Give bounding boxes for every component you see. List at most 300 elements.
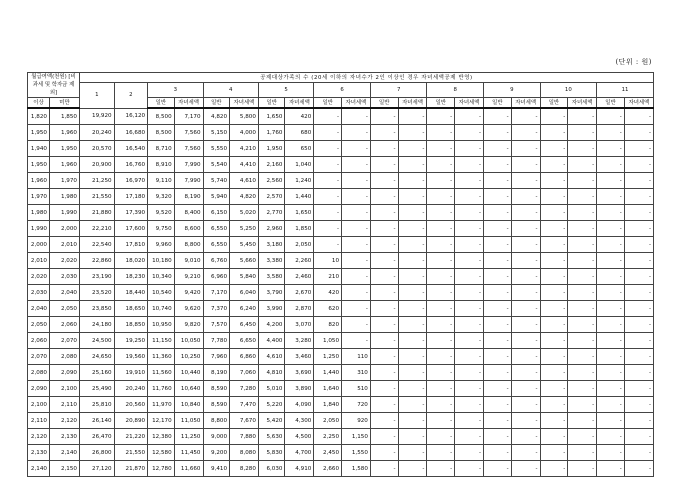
table-row bbox=[28, 365, 654, 381]
tax-amount-cell: - bbox=[484, 413, 512, 429]
tax-amount-cell: 23,520 bbox=[79, 285, 114, 301]
tax-amount-cell: 3,380 bbox=[258, 253, 285, 269]
tax-amount-cell: - bbox=[624, 397, 653, 413]
income-bound-cell: 2,130 bbox=[49, 429, 79, 445]
tax-amount-cell: 420 bbox=[285, 108, 314, 125]
tax-amount-cell: 6,550 bbox=[203, 221, 230, 237]
tax-amount-cell: - bbox=[455, 349, 484, 365]
tax-amount-cell: 4,910 bbox=[285, 461, 314, 477]
tax-amount-cell: 5,740 bbox=[203, 173, 230, 189]
tax-amount-cell: 7,990 bbox=[174, 157, 203, 173]
tax-amount-cell: - bbox=[540, 237, 568, 253]
tax-amount-cell: 11,560 bbox=[148, 365, 175, 381]
tax-amount-cell: - bbox=[398, 445, 427, 461]
table-row bbox=[28, 125, 654, 141]
income-bound-cell: 1,940 bbox=[28, 141, 50, 157]
general-header: 일반 bbox=[427, 98, 455, 109]
tax-amount-cell: - bbox=[511, 157, 540, 173]
tax-amount-cell: 8,500 bbox=[148, 108, 175, 125]
income-bound-cell: 2,060 bbox=[49, 317, 79, 333]
tax-amount-cell: 4,820 bbox=[230, 189, 259, 205]
tax-amount-cell: - bbox=[540, 157, 568, 173]
income-bound-cell: 1,960 bbox=[28, 173, 50, 189]
tax-amount-cell: - bbox=[511, 461, 540, 477]
table-row bbox=[28, 445, 654, 461]
tax-amount-cell: - bbox=[597, 108, 625, 125]
tax-amount-cell: 7,280 bbox=[230, 381, 259, 397]
tax-amount-cell: 4,400 bbox=[258, 333, 285, 349]
family-count-9-header: 9 bbox=[484, 83, 541, 98]
tax-amount-cell: 1,050 bbox=[314, 333, 342, 349]
tax-amount-cell: - bbox=[370, 285, 398, 301]
tax-amount-cell: - bbox=[484, 173, 512, 189]
tax-amount-cell: 920 bbox=[342, 413, 371, 429]
tax-amount-cell: 6,550 bbox=[203, 237, 230, 253]
tax-amount-cell: - bbox=[455, 285, 484, 301]
tax-amount-cell: - bbox=[568, 365, 597, 381]
tax-amount-cell: 3,790 bbox=[258, 285, 285, 301]
tax-amount-cell: - bbox=[484, 397, 512, 413]
tax-amount-cell: - bbox=[540, 317, 568, 333]
tax-amount-cell: 6,450 bbox=[230, 317, 259, 333]
tax-amount-cell: - bbox=[398, 269, 427, 285]
tax-amount-cell: 420 bbox=[314, 285, 342, 301]
tax-amount-cell: 7,570 bbox=[203, 317, 230, 333]
tax-amount-cell: - bbox=[511, 269, 540, 285]
children-header: 자녀세액 bbox=[455, 98, 484, 109]
tax-amount-cell: - bbox=[484, 349, 512, 365]
tax-amount-cell: 9,520 bbox=[148, 205, 175, 221]
tax-amount-cell: - bbox=[624, 221, 653, 237]
tax-amount-cell: - bbox=[511, 173, 540, 189]
tax-amount-cell: 8,590 bbox=[203, 397, 230, 413]
income-bound-cell: 2,020 bbox=[49, 253, 79, 269]
children-header: 자녀세액 bbox=[230, 98, 259, 109]
tax-amount-cell: 24,180 bbox=[79, 317, 114, 333]
tax-amount-cell: - bbox=[370, 125, 398, 141]
tax-amount-cell: - bbox=[342, 173, 371, 189]
tax-amount-cell: 25,810 bbox=[79, 397, 114, 413]
tax-amount-cell: - bbox=[484, 461, 512, 477]
tax-table-container bbox=[27, 72, 654, 477]
tax-amount-cell: 5,420 bbox=[258, 413, 285, 429]
tax-amount-cell: - bbox=[455, 108, 484, 125]
family-count-5-header: 5 bbox=[258, 83, 313, 98]
tax-amount-cell: 11,760 bbox=[148, 381, 175, 397]
tax-amount-cell: - bbox=[455, 301, 484, 317]
tax-amount-cell: 10,250 bbox=[174, 349, 203, 365]
tax-amount-cell: 20,890 bbox=[114, 413, 147, 429]
tax-amount-cell: 5,840 bbox=[230, 269, 259, 285]
table-row bbox=[28, 429, 654, 445]
tax-amount-cell: - bbox=[455, 413, 484, 429]
tax-amount-cell: 4,610 bbox=[230, 173, 259, 189]
tax-amount-cell: - bbox=[511, 317, 540, 333]
income-bound-cell: 2,120 bbox=[28, 429, 50, 445]
tax-amount-cell: - bbox=[455, 157, 484, 173]
tax-amount-cell: - bbox=[540, 108, 568, 125]
general-header: 일반 bbox=[484, 98, 512, 109]
tax-amount-cell: - bbox=[484, 189, 512, 205]
tax-amount-cell: - bbox=[370, 269, 398, 285]
tax-amount-cell: 8,910 bbox=[148, 157, 175, 173]
tax-amount-cell: - bbox=[342, 269, 371, 285]
tax-amount-cell: - bbox=[568, 253, 597, 269]
income-bound-cell: 1,950 bbox=[28, 125, 50, 141]
tax-amount-cell: - bbox=[511, 365, 540, 381]
tax-amount-cell: 11,970 bbox=[148, 397, 175, 413]
tax-amount-cell: 9,200 bbox=[203, 445, 230, 461]
tax-amount-cell: - bbox=[427, 365, 455, 381]
tax-amount-cell: - bbox=[342, 333, 371, 349]
table-row bbox=[28, 301, 654, 317]
tax-amount-cell: - bbox=[370, 221, 398, 237]
tax-amount-cell: - bbox=[597, 429, 625, 445]
family-count-group-header: 공제대상가족의 수 (20세 이하의 자녀수가 2인 이상인 경우 자녀세액공제 반영) bbox=[79, 73, 653, 83]
tax-amount-cell: - bbox=[314, 237, 342, 253]
tax-amount-cell: - bbox=[624, 253, 653, 269]
tax-amount-cell: 23,190 bbox=[79, 269, 114, 285]
tax-amount-cell: - bbox=[511, 333, 540, 349]
tax-amount-cell: 16,540 bbox=[114, 141, 147, 157]
tax-amount-cell: - bbox=[370, 333, 398, 349]
tax-amount-cell: 10,440 bbox=[174, 365, 203, 381]
tax-amount-cell: 1,040 bbox=[285, 157, 314, 173]
income-bound-cell: 2,010 bbox=[49, 237, 79, 253]
tax-amount-cell: 18,020 bbox=[114, 253, 147, 269]
income-bound-cell: 2,070 bbox=[28, 349, 50, 365]
tax-amount-cell: 1,650 bbox=[285, 205, 314, 221]
tax-amount-cell: 7,170 bbox=[203, 285, 230, 301]
tax-amount-cell: - bbox=[540, 445, 568, 461]
income-bound-cell: 2,100 bbox=[28, 397, 50, 413]
tax-amount-cell: - bbox=[314, 173, 342, 189]
tax-amount-cell: - bbox=[597, 365, 625, 381]
tax-amount-cell: - bbox=[484, 333, 512, 349]
tax-amount-cell: 1,650 bbox=[258, 108, 285, 125]
children-header: 자녀세액 bbox=[174, 98, 203, 109]
tax-amount-cell: 8,080 bbox=[230, 445, 259, 461]
tax-amount-cell: 8,190 bbox=[203, 365, 230, 381]
table-row bbox=[28, 189, 654, 205]
tax-amount-cell: - bbox=[540, 253, 568, 269]
income-bound-cell: 2,110 bbox=[28, 413, 50, 429]
tax-amount-cell: - bbox=[624, 413, 653, 429]
tax-amount-cell: - bbox=[427, 253, 455, 269]
tax-amount-cell: - bbox=[342, 108, 371, 125]
tax-amount-cell: - bbox=[511, 413, 540, 429]
tax-amount-cell: 1,250 bbox=[314, 349, 342, 365]
tax-amount-cell: 21,550 bbox=[114, 445, 147, 461]
tax-amount-cell: - bbox=[398, 413, 427, 429]
tax-amount-cell: 6,030 bbox=[258, 461, 285, 477]
tax-amount-cell: - bbox=[511, 221, 540, 237]
tax-amount-cell: - bbox=[511, 445, 540, 461]
income-bound-cell: 1,950 bbox=[49, 141, 79, 157]
family-count-8-header: 8 bbox=[427, 83, 484, 98]
tax-amount-cell: - bbox=[511, 141, 540, 157]
tax-amount-cell: 17,180 bbox=[114, 189, 147, 205]
tax-amount-cell: - bbox=[398, 301, 427, 317]
tax-amount-cell: 16,760 bbox=[114, 157, 147, 173]
income-bound-cell: 1,950 bbox=[28, 157, 50, 173]
tax-amount-cell: 20,570 bbox=[79, 141, 114, 157]
tax-amount-cell: 5,220 bbox=[258, 397, 285, 413]
tax-amount-cell: 680 bbox=[285, 125, 314, 141]
tax-amount-cell: 2,160 bbox=[258, 157, 285, 173]
tax-amount-cell: 2,660 bbox=[314, 461, 342, 477]
family-count-4-header: 4 bbox=[203, 83, 258, 98]
tax-amount-cell: - bbox=[624, 429, 653, 445]
tax-amount-cell: - bbox=[597, 445, 625, 461]
tax-amount-cell: 3,890 bbox=[285, 381, 314, 397]
table-row bbox=[28, 221, 654, 237]
tax-amount-cell: - bbox=[624, 381, 653, 397]
income-bound-cell: 2,090 bbox=[28, 381, 50, 397]
tax-amount-cell: - bbox=[370, 365, 398, 381]
income-bound-cell: 2,140 bbox=[28, 461, 50, 477]
tax-amount-cell: - bbox=[370, 381, 398, 397]
tax-amount-cell: 8,500 bbox=[148, 125, 175, 141]
tax-amount-cell: 9,000 bbox=[203, 429, 230, 445]
tax-amount-cell: 8,400 bbox=[174, 205, 203, 221]
tax-amount-cell: - bbox=[427, 317, 455, 333]
tax-amount-cell: - bbox=[398, 333, 427, 349]
tax-amount-cell: 10,840 bbox=[174, 397, 203, 413]
tax-amount-cell: - bbox=[342, 253, 371, 269]
tax-amount-cell: - bbox=[597, 189, 625, 205]
tax-amount-cell: 5,020 bbox=[230, 205, 259, 221]
tax-amount-cell: 4,700 bbox=[285, 445, 314, 461]
tax-amount-cell: - bbox=[370, 173, 398, 189]
tax-amount-cell: - bbox=[370, 317, 398, 333]
tax-amount-cell: - bbox=[427, 141, 455, 157]
tax-amount-cell: 5,450 bbox=[230, 237, 259, 253]
tax-amount-cell: 5,830 bbox=[258, 445, 285, 461]
tax-amount-cell: 2,560 bbox=[258, 173, 285, 189]
tax-amount-cell: 12,380 bbox=[148, 429, 175, 445]
tax-amount-cell: - bbox=[568, 141, 597, 157]
tax-amount-cell: 6,040 bbox=[230, 285, 259, 301]
tax-amount-cell: - bbox=[511, 253, 540, 269]
tax-amount-cell: - bbox=[342, 141, 371, 157]
tax-amount-cell: - bbox=[511, 301, 540, 317]
tax-amount-cell: - bbox=[342, 301, 371, 317]
tax-amount-cell: 8,590 bbox=[203, 381, 230, 397]
tax-amount-cell: - bbox=[540, 349, 568, 365]
tax-amount-cell: 19,920 bbox=[79, 108, 114, 125]
tax-amount-cell: - bbox=[427, 429, 455, 445]
tax-amount-cell: 8,280 bbox=[230, 461, 259, 477]
tax-amount-cell: - bbox=[455, 397, 484, 413]
tax-amount-cell: 1,850 bbox=[285, 221, 314, 237]
tax-amount-cell: - bbox=[398, 349, 427, 365]
income-bound-cell: 2,140 bbox=[49, 445, 79, 461]
family-count-6-header: 6 bbox=[314, 83, 371, 98]
tax-amount-cell: - bbox=[568, 317, 597, 333]
tax-amount-cell: 5,150 bbox=[203, 125, 230, 141]
table-row bbox=[28, 461, 654, 477]
tax-amount-cell: - bbox=[597, 173, 625, 189]
tax-amount-cell: - bbox=[427, 221, 455, 237]
tax-amount-cell: - bbox=[484, 429, 512, 445]
tax-amount-cell: - bbox=[314, 221, 342, 237]
tax-amount-cell: - bbox=[597, 221, 625, 237]
tax-amount-cell: - bbox=[511, 125, 540, 141]
tax-amount-cell: - bbox=[342, 317, 371, 333]
tax-amount-cell: 2,460 bbox=[285, 269, 314, 285]
tax-amount-cell: - bbox=[455, 189, 484, 205]
tax-amount-cell: - bbox=[540, 125, 568, 141]
tax-amount-cell: 6,240 bbox=[230, 301, 259, 317]
income-bound-cell: 2,030 bbox=[28, 285, 50, 301]
tax-amount-cell: 11,360 bbox=[148, 349, 175, 365]
tax-amount-cell: - bbox=[484, 157, 512, 173]
tax-amount-cell: 21,220 bbox=[114, 429, 147, 445]
tax-amount-cell: - bbox=[427, 413, 455, 429]
tax-amount-cell: 25,490 bbox=[79, 381, 114, 397]
tax-amount-cell: - bbox=[314, 125, 342, 141]
tax-amount-cell: - bbox=[597, 237, 625, 253]
tax-amount-cell: - bbox=[427, 173, 455, 189]
tax-amount-cell: 510 bbox=[342, 381, 371, 397]
tax-amount-cell: - bbox=[540, 413, 568, 429]
income-bound-cell: 2,040 bbox=[49, 285, 79, 301]
tax-amount-cell: - bbox=[398, 189, 427, 205]
tax-amount-cell: 9,960 bbox=[148, 237, 175, 253]
tax-amount-cell: - bbox=[427, 381, 455, 397]
tax-amount-cell: 4,410 bbox=[230, 157, 259, 173]
tax-amount-cell: 8,800 bbox=[203, 413, 230, 429]
income-bound-cell: 1,970 bbox=[49, 173, 79, 189]
tax-amount-cell: 25,160 bbox=[79, 365, 114, 381]
tax-amount-cell: 7,990 bbox=[174, 173, 203, 189]
tax-amount-cell: 6,760 bbox=[203, 253, 230, 269]
tax-amount-cell: - bbox=[511, 429, 540, 445]
tax-amount-cell: 210 bbox=[314, 269, 342, 285]
tax-amount-cell: 4,210 bbox=[230, 141, 259, 157]
tax-amount-cell: 11,050 bbox=[174, 413, 203, 429]
tax-amount-cell: - bbox=[568, 125, 597, 141]
tax-amount-cell: - bbox=[597, 461, 625, 477]
tax-amount-cell: - bbox=[370, 301, 398, 317]
tax-amount-cell: - bbox=[370, 157, 398, 173]
tax-amount-cell: 3,690 bbox=[285, 365, 314, 381]
tax-amount-cell: - bbox=[427, 157, 455, 173]
tax-amount-cell: 3,580 bbox=[258, 269, 285, 285]
tax-amount-cell: 9,110 bbox=[148, 173, 175, 189]
table-row bbox=[28, 269, 654, 285]
tax-amount-cell: - bbox=[455, 125, 484, 141]
tax-amount-cell: - bbox=[370, 429, 398, 445]
tax-amount-cell: - bbox=[624, 317, 653, 333]
tax-amount-cell: - bbox=[597, 141, 625, 157]
tax-amount-cell: 4,610 bbox=[258, 349, 285, 365]
tax-amount-cell: - bbox=[427, 301, 455, 317]
tax-amount-cell: - bbox=[484, 317, 512, 333]
family-count-2-header: 2 bbox=[114, 83, 147, 109]
tax-amount-cell: - bbox=[568, 237, 597, 253]
tax-amount-cell: - bbox=[370, 445, 398, 461]
tax-amount-cell: - bbox=[427, 189, 455, 205]
tax-amount-cell: - bbox=[455, 317, 484, 333]
tax-amount-cell: 2,570 bbox=[258, 189, 285, 205]
income-bound-cell: 2,130 bbox=[28, 445, 50, 461]
tax-amount-cell: 4,090 bbox=[285, 397, 314, 413]
table-row bbox=[28, 349, 654, 365]
tax-amount-cell: - bbox=[540, 205, 568, 221]
tax-amount-cell: 7,670 bbox=[230, 413, 259, 429]
income-bound-cell: 2,080 bbox=[28, 365, 50, 381]
tax-amount-cell: - bbox=[455, 253, 484, 269]
tax-amount-cell: 20,240 bbox=[79, 125, 114, 141]
tax-amount-cell: - bbox=[540, 221, 568, 237]
tax-amount-cell: - bbox=[370, 108, 398, 125]
tax-amount-cell: 4,300 bbox=[285, 413, 314, 429]
income-bound-cell: 1,960 bbox=[49, 157, 79, 173]
tax-amount-cell: 16,120 bbox=[114, 108, 147, 125]
tax-amount-cell: - bbox=[540, 301, 568, 317]
general-header: 일반 bbox=[597, 98, 625, 109]
tax-amount-cell: 27,120 bbox=[79, 461, 114, 477]
tax-amount-cell: 4,820 bbox=[203, 108, 230, 125]
tax-amount-cell: 3,990 bbox=[258, 301, 285, 317]
tax-amount-cell: - bbox=[342, 125, 371, 141]
tax-amount-cell: 1,760 bbox=[258, 125, 285, 141]
tax-amount-cell: 1,440 bbox=[314, 365, 342, 381]
tax-amount-cell: - bbox=[624, 205, 653, 221]
tax-amount-cell: 7,170 bbox=[174, 108, 203, 125]
tax-amount-cell: - bbox=[484, 125, 512, 141]
tax-amount-cell: - bbox=[568, 269, 597, 285]
tax-amount-cell: 9,750 bbox=[148, 221, 175, 237]
tax-amount-cell: 6,860 bbox=[230, 349, 259, 365]
family-count-3-header: 3 bbox=[148, 83, 203, 98]
income-bound-cell: 2,070 bbox=[49, 333, 79, 349]
tax-amount-cell: 9,410 bbox=[203, 461, 230, 477]
col-from-header: 이상 bbox=[28, 98, 50, 109]
tax-amount-cell: 8,190 bbox=[174, 189, 203, 205]
tax-amount-cell: - bbox=[455, 269, 484, 285]
tax-amount-cell: 2,260 bbox=[285, 253, 314, 269]
tax-amount-cell: - bbox=[568, 157, 597, 173]
tax-amount-cell: - bbox=[597, 381, 625, 397]
tax-amount-cell: - bbox=[540, 173, 568, 189]
tax-amount-cell: 18,850 bbox=[114, 317, 147, 333]
tax-amount-cell: - bbox=[455, 365, 484, 381]
tax-amount-cell: - bbox=[624, 301, 653, 317]
tax-amount-cell: - bbox=[484, 285, 512, 301]
tax-amount-cell: 7,780 bbox=[203, 333, 230, 349]
table-row bbox=[28, 141, 654, 157]
tax-amount-cell: - bbox=[370, 461, 398, 477]
tax-amount-cell: 2,770 bbox=[258, 205, 285, 221]
tax-amount-cell: 5,010 bbox=[258, 381, 285, 397]
tax-amount-cell: - bbox=[511, 397, 540, 413]
tax-amount-cell: 2,050 bbox=[314, 413, 342, 429]
tax-amount-cell: - bbox=[624, 108, 653, 125]
tax-amount-cell: 2,050 bbox=[285, 237, 314, 253]
tax-amount-cell: - bbox=[540, 189, 568, 205]
tax-amount-cell: - bbox=[427, 397, 455, 413]
table-body bbox=[28, 108, 654, 477]
header-row-1 bbox=[28, 73, 654, 83]
tax-amount-cell: 26,470 bbox=[79, 429, 114, 445]
income-bound-cell: 2,000 bbox=[49, 221, 79, 237]
tax-amount-cell: 2,870 bbox=[285, 301, 314, 317]
table-row bbox=[28, 413, 654, 429]
tax-amount-cell: - bbox=[484, 141, 512, 157]
